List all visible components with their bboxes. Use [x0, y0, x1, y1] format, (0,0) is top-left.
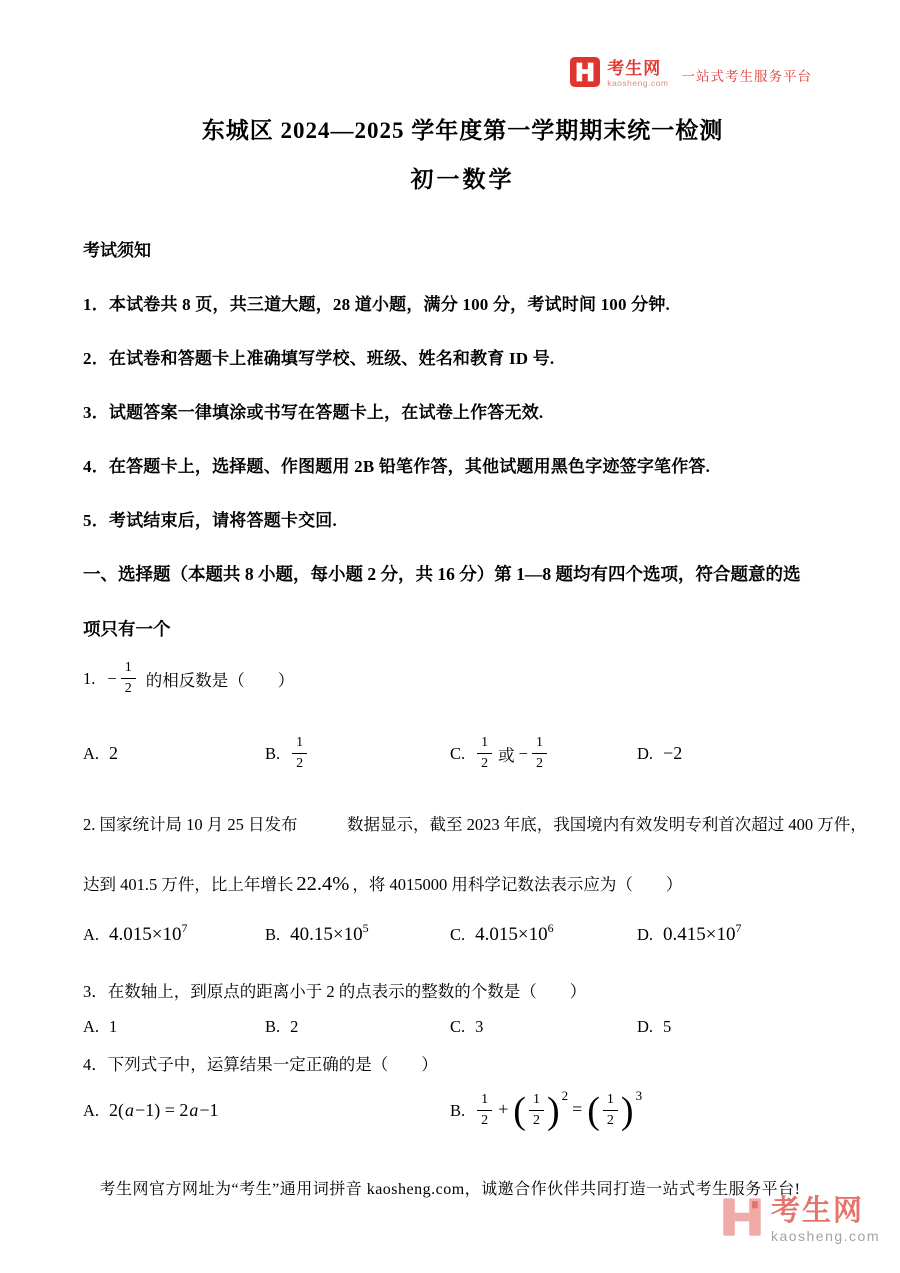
question-1-option-b [265, 736, 450, 771]
question-2-line2 [83, 871, 842, 896]
watermark-text-column [771, 1195, 880, 1244]
option-label: D. [637, 1017, 654, 1036]
section-heading-line2: 项只有一个 [83, 619, 171, 639]
notice-item-3: 3．试题答案一律填涂或书写在答题卡上，在试卷上作答无效. [83, 403, 544, 422]
fraction [477, 736, 492, 771]
option-label: D. [637, 743, 654, 763]
scientific-base: 40.15×10 [290, 924, 363, 945]
fraction-numerator: 1 [603, 1093, 618, 1111]
question-2-options [83, 920, 842, 946]
kaosheng-logo [570, 57, 812, 92]
kaosheng-logo-icon [570, 57, 600, 92]
left-paren: ( [587, 1089, 600, 1132]
fraction [529, 1093, 544, 1128]
notice-heading: 考试须知 [83, 241, 151, 260]
option-value: −2 [663, 743, 683, 763]
footer-text: 考生网官方网址为“考生”通用词拼音 kaosheng.com，诚邀合作伙伴共同打造一站式考生服务平台! [99, 1181, 801, 1198]
fraction-denominator: 2 [481, 1113, 489, 1128]
section-heading-line1: 一、选择题（本题共 8 小题，每小题 2 分，共 16 分）第 1—8 题均有四个选项，符合题意的选 [83, 564, 801, 584]
plus-sign: + [498, 1098, 509, 1119]
question-3-option-a [83, 1017, 265, 1037]
question-2-option-b [265, 920, 450, 946]
option-value [109, 920, 188, 946]
question-3-option-d [637, 1017, 842, 1037]
variable-a: a [125, 1100, 135, 1120]
option-label: C. [450, 925, 466, 944]
or-text: 或 [498, 745, 515, 765]
option-value: 2 [109, 743, 119, 763]
option-value [290, 920, 369, 946]
option-label: C. [450, 743, 466, 763]
option-label: D. [637, 925, 654, 944]
fraction-denominator: 2 [535, 756, 543, 771]
variable-a: a [189, 1100, 199, 1120]
question-1-option-c [450, 736, 637, 771]
option-label: B. [265, 743, 281, 763]
notice-item-4: 4．在答题卡上，选择题、作图题用 2B 铅笔作答，其他试题用黑色字迹签字笔作答. [83, 457, 711, 476]
question-3-options [83, 1017, 842, 1037]
exponent: 2 [561, 1087, 569, 1103]
fraction-numerator: 1 [121, 661, 136, 679]
notice-item-5: 5．考试结束后，请将答题卡交回. [83, 511, 337, 530]
right-paren: ) [620, 1089, 634, 1132]
question-3-option-b [265, 1017, 450, 1037]
option-value [109, 1100, 218, 1121]
question-1-expression [107, 661, 137, 696]
logo-text-column [607, 60, 668, 88]
question-2-line1: 2. 国家统计局 10 月 25 日发布 数据显示，截至 2023 年底，我国境内有效发明专利首次超过 400 万件， [83, 815, 867, 834]
question-2-line2-pre: 达到 401.5 万件，比上年增长 [83, 875, 294, 894]
option-value [475, 920, 554, 946]
option-label: C. [450, 1017, 466, 1036]
question-3-stem: 3．在数轴上，到原点的距离小于 2 的点表示的整数的个数是（ ） [83, 982, 587, 1001]
question-3-option-c [450, 1017, 637, 1037]
exam-subtitle: 初一数学 [410, 167, 515, 192]
logo-tagline-text: 一站式考生服务平台 [681, 68, 812, 84]
option-value: 2 [290, 1017, 299, 1036]
scientific-base: 0.415×10 [663, 924, 736, 945]
fraction-numerator: 1 [529, 1093, 544, 1111]
exponent: 6 [547, 920, 554, 935]
expression-part: −1 [199, 1100, 219, 1120]
question-4-options [83, 1087, 842, 1132]
percent-value: 22.4% [296, 873, 350, 895]
notice-item-2: 2．在试卷和答题卡上准确填写学校、班级、姓名和教育 ID 号. [83, 349, 555, 368]
question-1-number: 1. [83, 668, 96, 688]
expression-part: −1) = 2 [135, 1100, 189, 1120]
option-label: B. [265, 925, 281, 944]
question-2-option-a [83, 920, 265, 946]
logo-brand-text: 考生网 [607, 59, 662, 79]
exam-title: 东城区 2024—2025 学年度第一学期期末统一检测 [201, 118, 724, 143]
minus-sign: − [107, 668, 117, 688]
question-1-text: 的相反数是（ ） [145, 670, 295, 690]
expression-part: 2( [109, 1100, 125, 1120]
watermark-site-text: kaosheng.com [770, 1228, 880, 1245]
option-label: A. [83, 1100, 100, 1120]
exponent: 5 [362, 920, 369, 935]
left-paren: ( [513, 1089, 526, 1132]
option-value: 3 [475, 1017, 484, 1036]
option-label: A. [83, 743, 100, 763]
question-2-line2-post: ，将 4015000 用科学记数法表示应为（ ） [352, 875, 683, 894]
fraction-numerator: 1 [532, 736, 547, 754]
fraction-denominator: 2 [532, 1113, 540, 1128]
fraction [292, 736, 307, 771]
question-4-option-b [450, 1087, 842, 1132]
minus-sign: − [518, 743, 528, 763]
option-value: 5 [663, 1017, 672, 1036]
option-label: A. [83, 1017, 100, 1036]
equals-sign: = [572, 1098, 583, 1119]
question-4-stem: 4．下列式子中，运算结果一定正确的是（ ） [83, 1055, 438, 1074]
fraction [603, 1093, 618, 1128]
option-value: 1 [109, 1017, 118, 1036]
question-1-option-a [83, 743, 265, 764]
kaosheng-watermark [719, 1194, 880, 1245]
notice-item-1: 1．本试卷共 8 页，共三道大题，28 道小题，满分 100 分，考试时间 100 分钟. [83, 295, 670, 314]
option-label: A. [83, 925, 100, 944]
fraction-denominator: 2 [124, 681, 132, 696]
scientific-base: 4.015×10 [475, 924, 548, 945]
fraction-denominator: 2 [481, 756, 489, 771]
exponent: 7 [181, 920, 188, 935]
fraction-denominator: 2 [606, 1113, 614, 1128]
logo-site-text: kaosheng.com [607, 78, 669, 89]
option-label: B. [265, 1017, 281, 1036]
question-1-options [83, 736, 842, 771]
option-label: B. [450, 1100, 466, 1120]
option-value [663, 920, 742, 946]
exponent: 3 [635, 1087, 643, 1103]
question-2-option-d [637, 920, 842, 946]
kaosheng-watermark-icon [719, 1194, 765, 1245]
watermark-brand-text: 考生网 [770, 1194, 864, 1227]
fraction-denominator: 2 [296, 756, 304, 771]
scientific-base: 4.015×10 [109, 924, 182, 945]
fraction [532, 736, 547, 771]
fraction-numerator: 1 [292, 736, 307, 754]
right-paren: ) [546, 1089, 560, 1132]
fraction-numerator: 1 [477, 1093, 492, 1111]
exponent: 7 [735, 920, 742, 935]
question-4-option-a [83, 1100, 450, 1121]
question-2-option-c [450, 920, 637, 946]
question-1-option-d [637, 743, 842, 764]
question-1-stem [83, 661, 842, 696]
fraction [121, 661, 136, 696]
fraction [477, 1093, 492, 1128]
fraction-numerator: 1 [477, 736, 492, 754]
option-value [475, 1087, 643, 1132]
